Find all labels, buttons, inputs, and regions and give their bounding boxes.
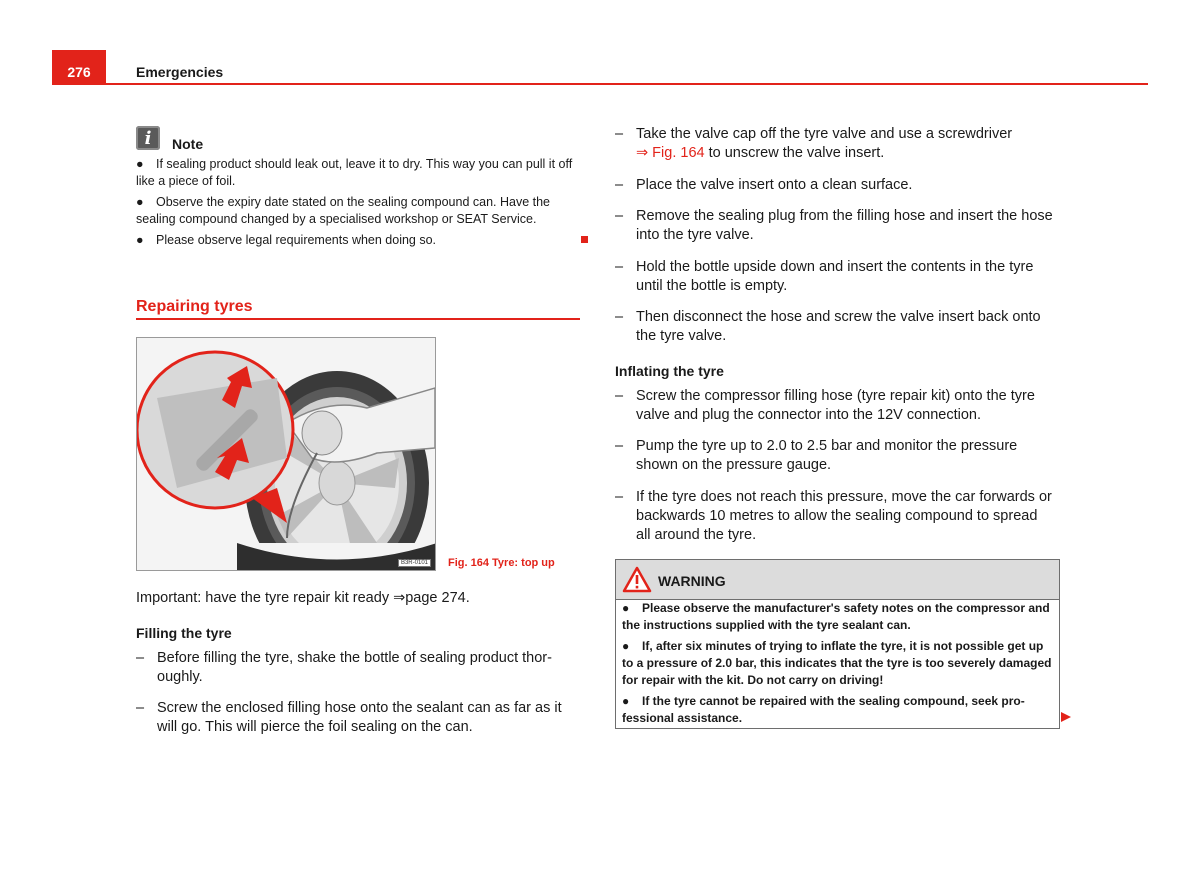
note-item: ● Observe the expiry date stated on the sealing compound can. Have the sealing compound changed by a specialised workshop or SEAT Service.: [136, 195, 550, 226]
bullet-icon: ●: [622, 639, 630, 653]
continue-arrow-icon: [1061, 712, 1071, 722]
section-heading: Repairing tyres: [136, 298, 253, 315]
warning-item: ● Please observe the manufacturer's safety notes on the compressor and the instructions supplied with the tyre sealant can.: [622, 601, 1050, 632]
section-divider: [136, 318, 580, 320]
figure-link[interactable]: ⇒ Fig. 164: [636, 145, 705, 161]
bullet-icon: ●: [622, 694, 630, 708]
header-divider: [52, 83, 1148, 85]
warning-list: [622, 600, 1052, 731]
list-item: – Hold the bottle upside down and insert the contents in the tyre until the bottle is empty.: [615, 259, 1034, 294]
bullet-icon: ●: [622, 601, 630, 615]
list-item: – Before filling the tyre, shake the bottle of sealing product thor-oughly.: [136, 650, 552, 685]
tyre-illustration: [136, 337, 436, 571]
list-item: – Pump the tyre up to 2.0 to 2.5 bar and monitor the pressure shown on the pressure gauge.: [615, 438, 1018, 473]
note-list: [136, 156, 582, 253]
bullet-icon: ●: [136, 157, 144, 171]
warning-triangle-icon: [622, 566, 652, 593]
note-item: ● If sealing product should leak out, leave it to dry. This way you can pull it off like a piece of foil.: [136, 157, 573, 188]
bullet-icon: ●: [136, 233, 144, 247]
list-item: – Then disconnect the hose and screw the valve insert back onto the tyre valve.: [615, 309, 1041, 344]
warning-item: ● If the tyre cannot be repaired with the sealing compound, seek pro-fessional assistance.: [622, 694, 1025, 725]
list-item: – Screw the enclosed filling hose onto the sealant can as far as it will go. This will pierce the foil sealing on the can.: [136, 700, 562, 735]
bullet-icon: ●: [136, 195, 144, 209]
warning-header: [616, 560, 1059, 600]
tyre-illustration-svg: [137, 338, 436, 571]
figure-caption: Fig. 164 Tyre: top up: [448, 557, 555, 569]
warning-item: ● If, after six minutes of trying to inflate the tyre, it is not possible get up to a pressure of 2.0 bar, this indicates that the tyre is too severely damaged for repair with the kit. Do not carry on driving!: [622, 639, 1052, 687]
intro-text: Important: have the tyre repair kit ready ⇒page 274.: [136, 590, 470, 606]
chapter-title: Emergencies: [136, 64, 224, 80]
info-icon: i: [136, 126, 160, 150]
filling-heading: Filling the tyre: [136, 625, 232, 641]
page-number: 276: [52, 50, 106, 84]
list-item: – Place the valve insert onto a clean surface.: [615, 177, 913, 193]
warning-box: [615, 559, 1060, 729]
list-item: – Remove the sealing plug from the filling hose and insert the hose into the tyre valve.: [615, 208, 1053, 243]
note-item: ● Please observe legal requirements when doing so.: [136, 233, 437, 247]
warning-title: WARNING: [658, 573, 726, 589]
list-item: – If the tyre does not reach this pressure, move the car forwards or backwards 10 metres to allow the sealing compound to spread all around the tyre.: [615, 489, 1052, 543]
end-of-section-marker: [581, 236, 588, 243]
inflating-heading: Inflating the tyre: [615, 363, 724, 379]
list-item: – Take the valve cap off the tyre valve and use a screwdriver ⇒ Fig. 164 to unscrew the valve insert.: [615, 126, 1013, 161]
list-item: – Screw the compressor filling hose (tyre repair kit) onto the tyre valve and plug the connector into the 12V connection.: [615, 388, 1035, 423]
note-title: Note: [172, 136, 204, 152]
figure-code: B3R-0101: [398, 559, 431, 567]
